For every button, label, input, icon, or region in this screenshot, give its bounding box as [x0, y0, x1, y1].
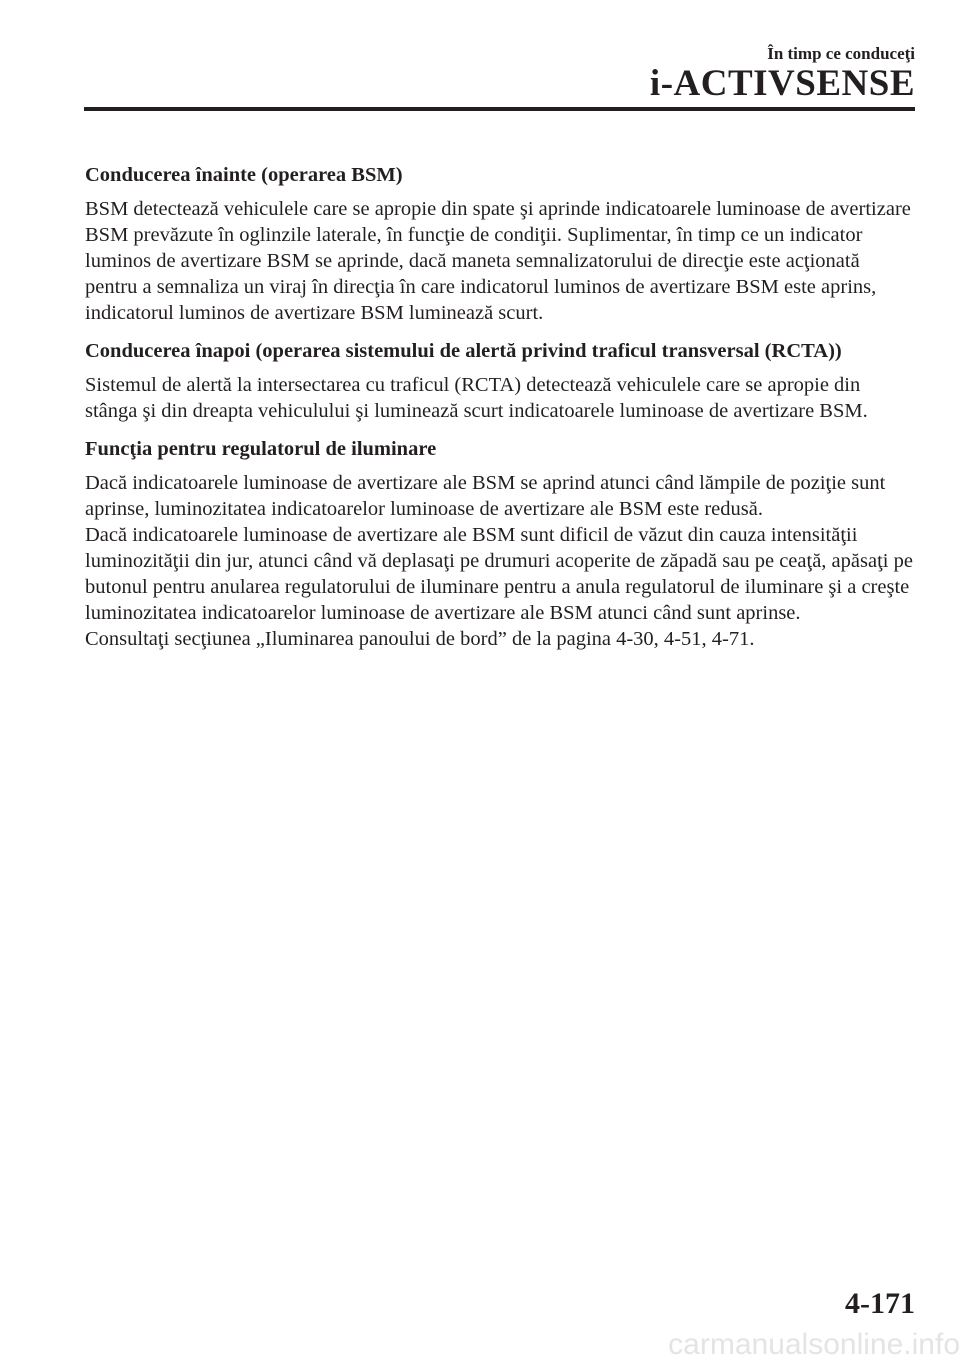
section-paragraph: Sistemul de alertă la intersectarea cu traficul (RCTA) detectează vehiculele care se apropie din stânga şi din dreapta vehiculului şi luminează scurt indicatoarele luminoase de avertizare BSM. — [85, 374, 868, 422]
section-paragraph — [85, 470, 917, 652]
paragraph-line: Dacă indicatoarele luminoase de avertizare ale BSM se aprind atunci când lămpile de poziţie sunt aprinse, luminozitatea indicatoarelor luminoase de avertizare ale BSM este redusă. — [85, 472, 886, 520]
section-paragraph: BSM detectează vehiculele care se apropie din spate şi aprinde indicatoarele luminoase de avertizare BSM prevăzute în oglinzile laterale, în funcţie de condiţii. Suplimentar, în timp ce un indicator luminos de avertizare BSM se aprinde, dacă maneta semnalizatorului de direcţie este acţionată pentru a semnaliza un viraj în direcţia în care indicatorul luminos de avertizare BSM este aprins, indicatorul luminos de avertizare BSM luminează scurt. — [85, 198, 911, 324]
paragraph-line: Dacă indicatoarele luminoase de avertizare ale BSM sunt dificil de văzut din cauza intensităţii luminozităţii din jur, atunci când vă deplasaţi pe drumuri acoperite de zăpadă sau pe ceaţă, apăsaţi pe butonul pentru anularea regulatorului de iluminare pentru a anula regulatorul de iluminare şi a creşte luminozitatea indicatoarelor luminoase de avertizare ale BSM atunci când sunt aprinse. — [85, 524, 913, 624]
section-heading: Conducerea înapoi (operarea sistemului de alertă privind traficul transversal (RCTA)) — [85, 340, 842, 362]
section-forward-driving — [85, 162, 917, 326]
header-section-label: În timp ce conduceţi — [767, 44, 915, 63]
header-divider — [84, 107, 915, 111]
main-content — [85, 162, 917, 652]
section-heading: Conducerea înainte (operarea BSM) — [85, 164, 403, 186]
section-dimmer-function — [85, 436, 917, 652]
watermark-text: carmanualsonline.info — [668, 1328, 960, 1361]
page-number: 4-171 — [845, 1287, 915, 1320]
section-heading: Funcţia pentru regulatorul de iluminare — [85, 438, 437, 460]
section-reverse-driving — [85, 338, 917, 424]
cross-reference-line: Consultaţi secţiunea „Iluminarea panoului de bord” de la pagina 4-30, 4-51, 4-71. — [85, 628, 755, 650]
header-title: i-ACTIVSENSE — [649, 63, 915, 104]
